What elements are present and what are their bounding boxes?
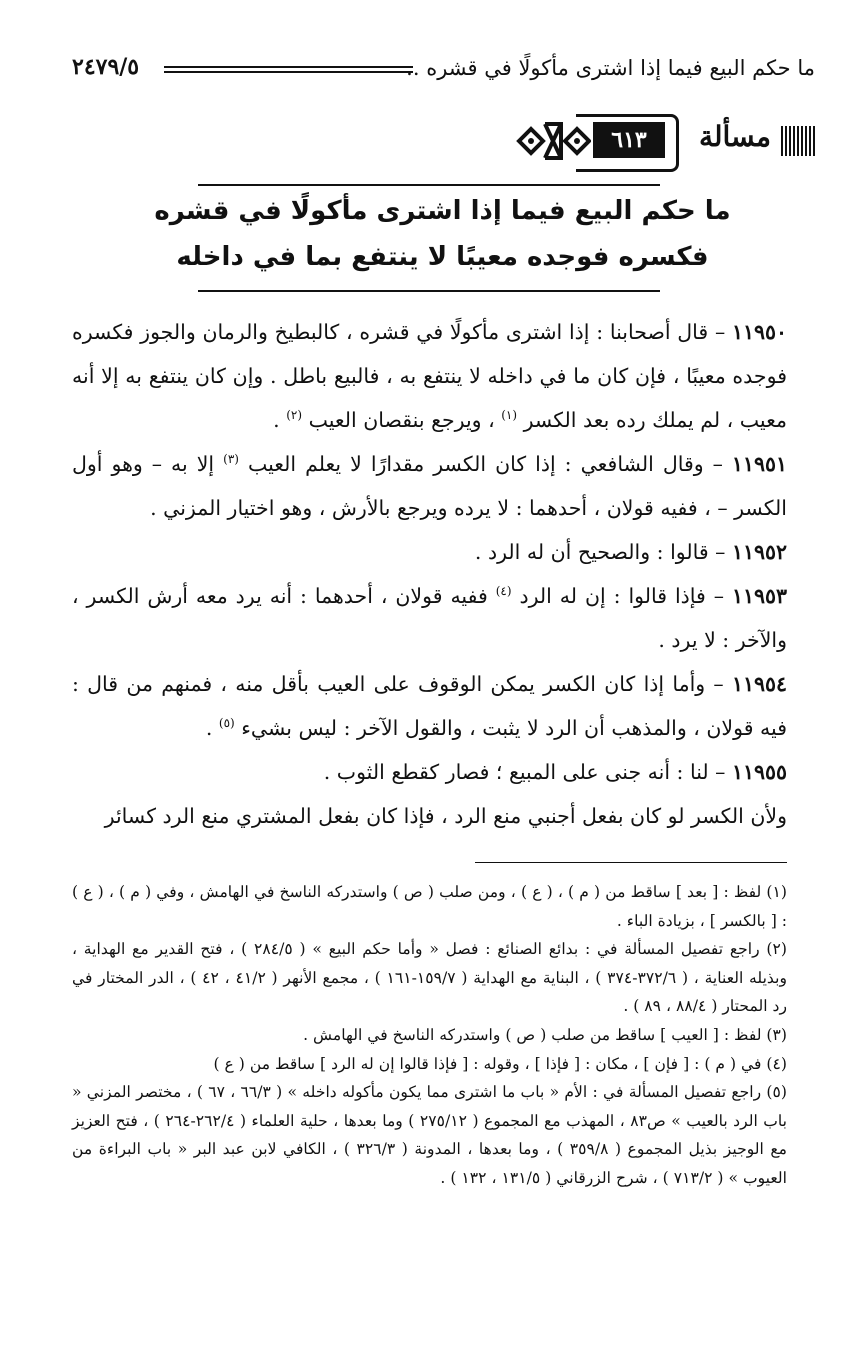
paragraph-text: . [273, 408, 287, 432]
paragraph-text: ففيه قولان ، أحدهما : أنه يرد معه أرش الكسر ، والآخر : لا يرد . [72, 584, 787, 652]
chapter-title-line-2: فكسره فوجده معيبًا لا ينتفع بما في داخله [176, 242, 709, 272]
paragraph-text: ولأن الكسر لو كان بفعل أجنبي منع الرد ، فإذا كان بفعل المشتري منع الرد كسائر [104, 804, 787, 828]
paragraph [72, 442, 787, 530]
footnote-ref: (٤) [495, 584, 512, 599]
paragraph-text: – قال أصحابنا : إذا اشترى مأكولًا في قشره ، كالبطيخ والرمان والجوز فكسره فوجده معيبًا ، فإن كان ما في داخله لا ينتفع به ، فالبيع باطل . وإن كان ينتفع به إلا أنه معيب ، لم يملك رده بعد الكسر [72, 320, 787, 432]
footnote: (٥) راجع تفصيل المسألة في : الأم « باب ما اشترى مما يكون مأكوله داخله » ( ٦٦/٣ ، ٦٧ ) ، مختصر المزني « باب الرد بالعيب » ص٨٣ ، المهذب مع المجموع ( ٢٧٥/١٢ ) وما بعدها ، حلية العلماء ( ٢٦٢/٤-٢٦٤ ) ، فتح العزيز مع الوجيز بذيل المجموع ( ٣٥٩/٨ ) ، وما بعدها ، المدونة ( ٣٢٦/٣ ) ، الكافي لابن عبد البر « باب البراءة من العيوب » ( ٧١٣/٢ ) ، شرح الزرقاني ( ١٣١/٥ ، ١٣٢ ) . [72, 1083, 788, 1187]
paragraph [72, 750, 787, 794]
footnote-ref: (٥) [218, 716, 235, 731]
paragraph-number: ١١٩٥٥ [731, 760, 787, 784]
paragraph-number: ١١٩٥٢ [731, 540, 787, 564]
footnote-separator [475, 862, 787, 863]
striped-bars-ornament [781, 126, 815, 156]
running-header [72, 56, 815, 92]
footnote: (٢) راجع تفصيل المسألة في : بدائع الصنائع : فصل « وأما حكم البيع » ( ٢٨٤/٥ ) ، فتح القدير مع الهداية ، وبذيله العناية ، ( ٣٧٢/٦-٣٧٤ ) ، البناية مع الهداية ( ١٥٩/٧-١٦١ ) ، مجمع الأنهر ( ٤١/٢ ، ٤٢ ) ، الدر المختار في رد المحتار ( ٨٨/٤ ، ٨٩ ) . [72, 940, 787, 1016]
title-bottom-rule [198, 290, 660, 292]
paragraph-number: ١١٩٥١ [731, 452, 787, 476]
footnote-ref: (١) [501, 408, 518, 423]
paragraph [72, 794, 787, 838]
paragraph-text: – وأما إذا كان الكسر يمكن الوقوف على العيب بأقل منه ، فمنهم من قال : فيه قولان ، والمذهب أن الرد لا يثبت ، والقول الآخر : ليس بشيء [72, 672, 787, 740]
paragraph-number: ١١٩٥٤ [731, 672, 787, 696]
footnote: (٣) لفظ : [ العيب ] ساقط من صلب ( ص ) واستدركه الناسخ في الهامش . [303, 1025, 787, 1044]
title-top-rule [198, 184, 660, 186]
geometric-ornament-icon [515, 116, 591, 166]
paragraph-text: . [205, 716, 219, 740]
footnote: (١) لفظ : [ بعد ] ساقط من ( م ) ، ( ع ) ، ومن صلب ( ص ) واستدركه الناسخ في الهامش ، وفي ( م ) ، ( ع ) : [ بالكسر ] ، بزيادة الباء . [72, 883, 787, 930]
page-reference: ٢٤٧٩/٥ [72, 54, 140, 80]
paragraph-text: – قالوا : والصحيح أن له الرد . [474, 540, 732, 564]
running-title: ما حكم البيع فيما إذا اشترى مأكولًا في قشره .. [406, 56, 815, 80]
masala-number-box [593, 122, 665, 158]
paragraph-number: ١١٩٥٠ [731, 320, 787, 344]
footnote: (٤) في ( م ) : [ فإن ] ، مكان : [ فإذا ] ، وقوله : [ فإذا قالوا إن له الرد ] ساقط من ( ع ) [213, 1054, 787, 1073]
footnote-ref: (٣) [223, 452, 239, 467]
chapter-title-line-1: ما حكم البيع فيما إذا اشترى مأكولًا في قشره [154, 196, 731, 226]
masala-number: ٦١٣ [611, 127, 647, 153]
paragraph-text: – فإذا قالوا : إن له الرد [519, 584, 732, 608]
paragraph-number: ١١٩٥٣ [731, 584, 787, 608]
header-double-rule [164, 66, 413, 73]
paragraph-text: – وقال الشافعي : إذا كان الكسر مقدارًا لا يعلم العيب [247, 452, 732, 476]
footnotes [72, 878, 787, 1193]
paragraph [72, 662, 787, 750]
main-text [72, 310, 787, 838]
paragraph [72, 530, 787, 574]
paragraph [72, 574, 787, 662]
masala-banner [515, 112, 815, 168]
masala-label: مسألة [698, 120, 771, 153]
footnote-ref: (٢) [286, 408, 303, 423]
paragraph-text: ، ويرجع بنقصان العيب [308, 408, 502, 432]
paragraph-text: – لنا : أنه جنى على المبيع ؛ فصار كقطع الثوب . [323, 760, 732, 784]
paragraph-text: إلا به – وهو أول الكسر – ، ففيه قولان ، أحدهما : لا يرده ويرجع بالأرش ، وهو اختيار المزني . [72, 452, 787, 520]
paragraph [72, 310, 787, 442]
